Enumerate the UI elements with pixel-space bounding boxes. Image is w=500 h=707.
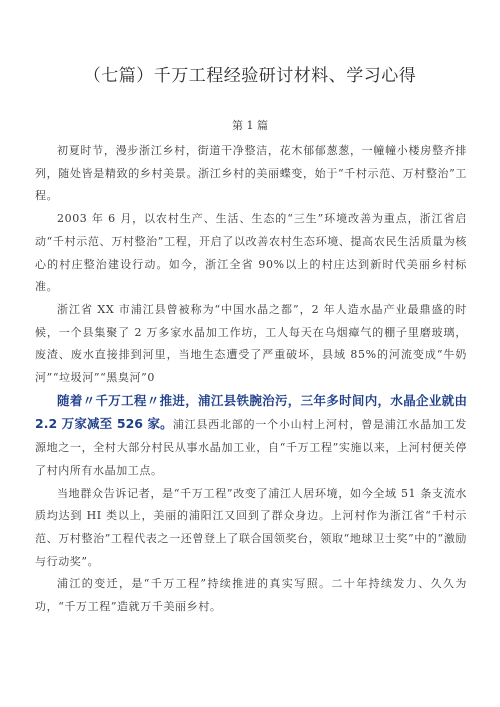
section-heading: 第 1 篇 [232, 119, 268, 132]
paragraph-6 [35, 573, 467, 618]
paragraph-3 [35, 299, 467, 390]
paragraph-2-text: 2003 年 6 月，以农村生产、生活、生态的“三生”环境改善为重点，浙江省启动“千村示范、万村整治”工程，开启了以改善农村生态环境、提高农民生活质量为核心的村庄整治建设行动。如今，浙江全省 90%以上的村庄达到新时代美丽乡村标准。 [35, 212, 467, 294]
paragraph-4 [35, 390, 467, 483]
paragraph-6-text: 浦江的变迁，是“千万工程”持续推进的真实写照。二十年持续发力、久久为功，“千万工程”造就万千美丽乡村。 [35, 577, 467, 614]
paragraph-5 [35, 483, 467, 574]
paragraph-4-text: 浦江县西北部的一个小山村上河村，曾是浦江水晶加工发源地之一，全村大部分村民从事水晶加工业，自“千万工程”实施以来，上河村便关停了村内所有水晶加工点。 [35, 418, 468, 477]
paragraph-3-text: 浙江省 XX 市浦江县曾被称为“中国水晶之都”，2 年人造水晶产业最鼎盛的时候，一个县集聚了 2 万多家水晶加工作坊，工人每天在乌烟瘴气的棚子里磨玻璃，废渣、废水直接排到河里，当地生态遭受了严重破坏，县域 85%的河流变成“牛奶河”“垃圾河”“黑臭河”0 [35, 302, 467, 385]
paragraph-2 [35, 208, 467, 299]
paragraph-4-highlight: 随着〃千万工程〃推进，浦江县铁腕治污，三年多时间内，水晶企业就由 2.2 万家减至 526 家。 [35, 392, 467, 432]
document-title: （七篇）千万工程经验研讨材料、学习心得 [83, 66, 417, 86]
paragraph-5-text: 当地群众告诉记者，是“千万工程”改变了浦江人居环境，如今全域 51 条支流水质均达到 HI 类以上，美丽的浦阳江又回到了群众身边。上河村作为浙江省“千村示范、万村整治”工程代表之一还曾登上了联合国领奖台，领取“地球卫士奖”中的“激励与行动奖”。 [35, 486, 467, 568]
document-body [35, 140, 467, 619]
paragraph-1 [35, 140, 467, 208]
paragraph-1-text: 初夏时节，漫步浙江乡村，街道干净整洁，花木郁郁葱葱，一幢幢小楼房整齐排列，随处皆是精致的乡村美景。浙江乡村的美丽蝶变，始于“千村示范、万村整治”工程。 [35, 144, 467, 203]
